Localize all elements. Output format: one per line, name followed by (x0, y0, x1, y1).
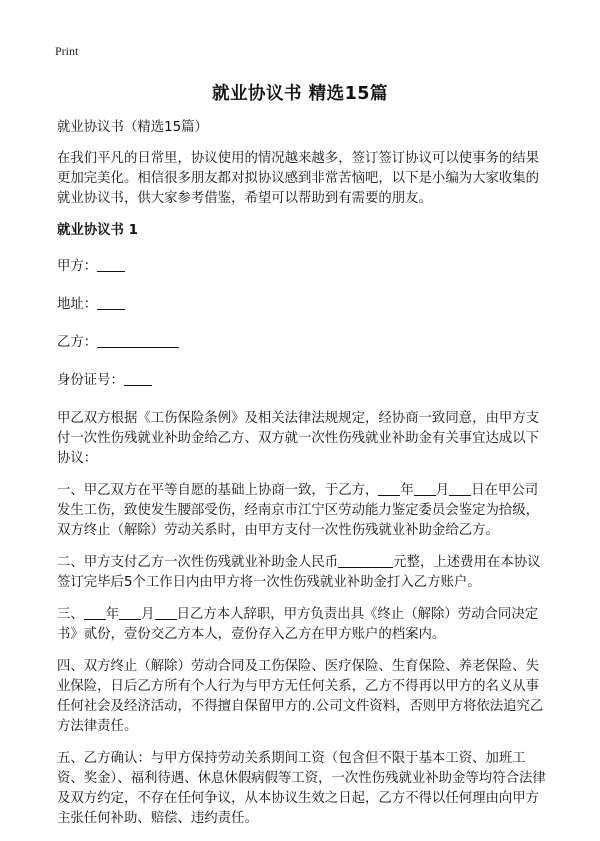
party-a-blank (97, 257, 125, 272)
document-subtitle: 就业协议书（精选15篇） (57, 120, 208, 135)
clause-1-year-blank (378, 481, 400, 496)
id-number-blank (124, 371, 152, 386)
clause-1-month-blank (414, 481, 436, 496)
address-blank (97, 295, 125, 310)
party-a-label: 甲方： (57, 259, 98, 274)
clause-3-month: 月 (141, 607, 155, 622)
id-number-label: 身份证号： (57, 373, 124, 388)
id-number-field (57, 371, 551, 391)
party-b-label: 乙方： (57, 335, 98, 350)
document-title: 就业协议书 精选15篇 (212, 84, 388, 104)
agreement-intro: 甲乙双方根据《工伤保险条例》及相关法律法规规定，经协商一致同意，由甲方支付一次性伤残就业补助金给乙方、双方就一次性伤残就业补助金有关事宜达成以下协议： (57, 411, 540, 466)
clause-3 (57, 605, 551, 645)
party-b-field (57, 333, 551, 353)
clause-2 (57, 553, 551, 593)
address-label: 地址： (57, 297, 98, 312)
clause-3-year: 年 (105, 607, 120, 622)
clause-2-text-b: 元整，上述费用在本协议签订完毕后5个工作日内由甲方将一次性伤残就业补助金打入乙方账户。 (57, 555, 541, 590)
clause-1-text-a: 一、甲乙双方在平等自愿的基础上协商一致，于乙方， (57, 483, 379, 498)
clause-2-amount-blank (338, 553, 393, 568)
clause-3-day-blank (155, 605, 177, 620)
clause-5: 五、乙方确认：与甲方保持劳动关系期间工资（包含但不限于基本工资、加班工资、奖金）、福利待遇、休息休假病假等工资，一次性伤残就业补助金等均符合法律及双方约定，不存在任何争议，从本协议生效之日起，乙方不得以任何理由向甲方主张任何补助、赔偿、违约责任。 (57, 751, 546, 826)
clause-3-text-b: 日乙方本人辞职，甲方负责出具《终止（解除）劳动合同决定书》贰份，壹份交乙方本人，壹份存入乙方在甲方账户的档案内。 (57, 607, 539, 642)
party-a-field (57, 257, 551, 277)
clause-1 (57, 481, 551, 541)
clause-2-text-a: 二、甲方支付乙方一次性伤残就业补助金人民币 (57, 555, 339, 570)
clause-1-text-b: 日在甲公司发生工伤，致使发生腰部受伤，经南京市江宁区劳动能力鉴定委员会鉴定为拾级，双方终止（解除）劳动关系时，由甲方支付一次性伤残就业补助金给乙方。 (57, 483, 540, 538)
clause-1-month: 月 (435, 483, 450, 498)
party-b-blank (97, 333, 179, 348)
intro-paragraph: 在我们平凡的日常里，协议使用的情况越来越多，签订签订协议可以使事务的结果更加完美化。相信很多朋友都对拟协议感到非常苦恼吧，以下是小编为大家收集的就业协议书，供大家参考借鉴，希望可以帮助到有需要的朋友。 (57, 151, 540, 206)
clause-3-year-blank (84, 605, 106, 620)
print-label[interactable]: Print (55, 44, 79, 58)
clause-3-text-a: 三、 (57, 607, 84, 622)
clause-4: 四、双方终止（解除）劳动合同及工伤保险、医疗保险、生育保险、养老保险、失业保险，日后乙方所有个人行为与甲方无任何关系，乙方不得再以甲方的名义从事任何社会及经济活动，不得擅自保留甲方的.公司文件资料，否则甲方将依法追究乙方法律责任。 (57, 659, 544, 734)
document-body (57, 118, 551, 841)
clause-3-month-blank (119, 605, 141, 620)
clause-1-year: 年 (400, 483, 414, 498)
section-heading: 就业协议书 1 (57, 223, 138, 238)
clause-1-day-blank (449, 481, 471, 496)
address-field (57, 295, 551, 315)
